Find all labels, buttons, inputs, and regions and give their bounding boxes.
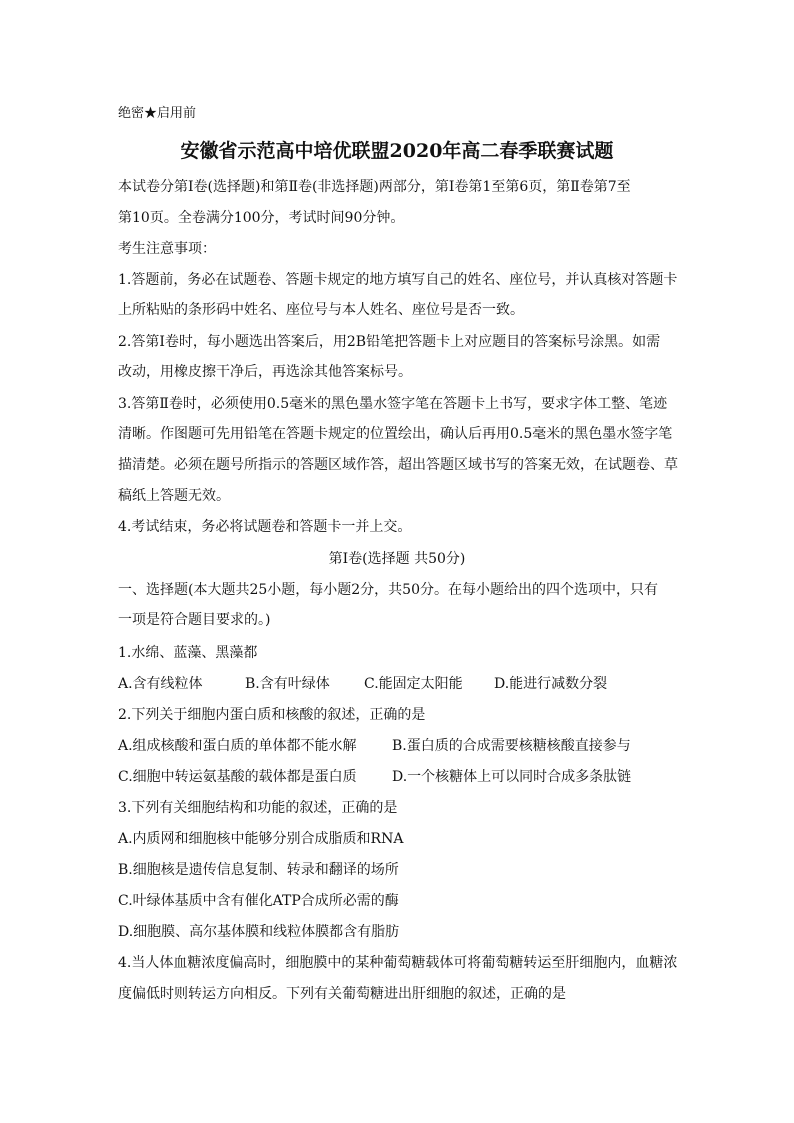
q2-option-d: D.一个核糖体上可以同时合成多条肽链 — [392, 769, 632, 785]
q3-option-a: A.内质网和细胞核中能够分别合成脂质和RNA — [118, 831, 404, 847]
q2-option-b: B.蛋白质的合成需要核糖核酸直接参与 — [392, 738, 631, 754]
q3-option-d: D.细胞膜、高尔基体膜和线粒体膜都含有脂肪 — [118, 924, 400, 940]
notice-3c: 描清楚。必须在题号所指示的答题区域作答，超出答题区域书写的答案无效，在试题卷、草 — [118, 457, 678, 473]
confidential-label: 绝密★启用前 — [118, 106, 197, 121]
notice-3b: 清晰。作图题可先用铅笔在答题卡规定的位置绘出，确认后再用0.5毫米的黑色墨水签字笔 — [118, 426, 673, 442]
q2-stem: 2.下列关于细胞内蛋白质和核酸的叙述，正确的是 — [118, 707, 426, 723]
intro-line-1: 本试卷分第Ⅰ卷(选择题)和第Ⅱ卷(非选择题)两部分，第Ⅰ卷第1至第6页，第Ⅱ卷第7至 — [118, 179, 631, 195]
part1-heading: 第Ⅰ卷(选择题 共50分) — [328, 551, 466, 567]
q4-stem-a: 4.当人体血糖浓度偏高时，细胞膜中的某种葡萄糖载体可将葡萄糖转运至肝细胞内，血糖浓 — [118, 955, 678, 971]
part1-instructions-a: 一、选择题(本大题共25小题，每小题2分，共50分。在每小题给出的四个选项中，只有 — [118, 582, 658, 598]
notice-3a: 3.答第Ⅱ卷时，必须使用0.5毫米的黑色墨水签字笔在答题卡上书写，要求字体工整、笔迹 — [118, 396, 668, 412]
notice-2b: 改动，用橡皮擦干净后，再选涂其他答案标号。 — [118, 364, 412, 380]
notice-1b: 上所粘贴的条形码中姓名、座位号与本人姓名、座位号是否一致。 — [118, 302, 524, 318]
q1-option-c: C.能固定太阳能 — [364, 676, 463, 692]
q3-stem: 3.下列有关细胞结构和功能的叙述，正确的是 — [118, 800, 398, 816]
q1-option-d: D.能进行减数分裂 — [494, 676, 608, 692]
notice-3d: 稿纸上答题无效。 — [118, 488, 230, 504]
q2-options-row1 — [118, 736, 688, 756]
notice-4: 4.考试结束，务必将试题卷和答题卡一并上交。 — [118, 519, 412, 535]
q3-option-c: C.叶绿体基质中含有催化ATP合成所必需的酶 — [118, 893, 399, 909]
notice-heading: 考生注意事项： — [118, 241, 216, 257]
intro-line-2: 第10页。全卷满分100分，考试时间90分钟。 — [118, 210, 405, 226]
q1-options — [118, 674, 688, 694]
q1-stem: 1.水绵、蓝藻、黑藻都 — [118, 645, 258, 661]
part1-instructions-b: 一项是符合题目要求的。) — [118, 612, 271, 628]
q3-option-b: B.细胞核是遗传信息复制、转录和翻译的场所 — [118, 862, 399, 878]
q1-option-a: A.含有线粒体 — [118, 676, 203, 692]
q4-stem-b: 度偏低时则转运方向相反。下列有关葡萄糖进出肝细胞的叙述，正确的是 — [118, 986, 566, 1002]
notice-2a: 2.答第Ⅰ卷时，每小题选出答案后，用2B铅笔把答题卡上对应题目的答案标号涂黑。如需 — [118, 334, 661, 350]
page-title: 安徽省示范高中培优联盟2020年高二春季联赛试题 — [180, 140, 614, 162]
q2-option-c: C.细胞中转运氨基酸的载体都是蛋白质 — [118, 769, 357, 785]
q1-option-b: B.含有叶绿体 — [245, 676, 330, 692]
q2-option-a: A.组成核酸和蛋白质的单体都不能水解 — [118, 738, 357, 754]
q2-options-row2 — [118, 767, 688, 787]
notice-1a: 1.答题前，务必在试题卷、答题卡规定的地方填写自己的姓名、座位号，并认真核对答题卡 — [118, 272, 678, 288]
